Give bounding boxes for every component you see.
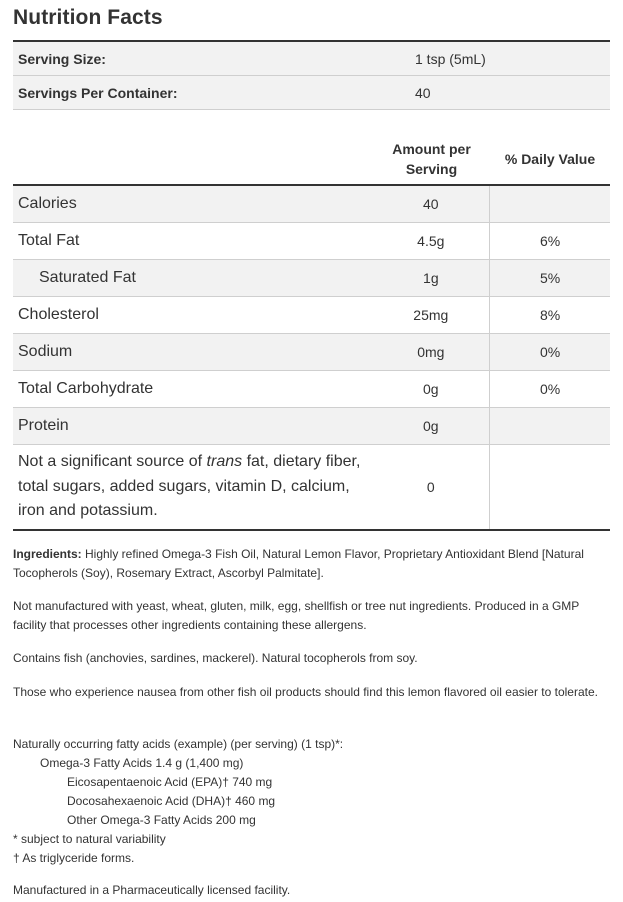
nutrient-dv	[489, 186, 610, 222]
serving-size-label: Serving Size:	[18, 50, 106, 67]
fatty-acid-omega3: Omega-3 Fatty Acids 1.4 g (1,400 mg)	[40, 756, 244, 770]
servings-per-container-value: 40	[415, 84, 431, 101]
servings-per-container-label: Servings Per Container:	[18, 84, 178, 101]
fatty-acid-other: Other Omega-3 Fatty Acids 200 mg	[67, 813, 256, 827]
nutrient-amount: 1g	[423, 270, 439, 286]
nutrient-amount: 25mg	[413, 307, 449, 323]
nutrient-dv: 0%	[489, 371, 610, 407]
nutrient-dv: 8%	[489, 297, 610, 333]
serving-table	[13, 40, 610, 110]
nutrient-dv	[489, 445, 610, 529]
table-row	[13, 371, 610, 408]
nutrient-dv: 5%	[489, 260, 610, 296]
manufactured-statement: Manufactured in a Pharmaceutically licensed facility.	[13, 883, 291, 897]
nausea-statement: Those who experience nausea from other fish oil products should find this lemon flavored oil easier to tolerate.	[13, 685, 598, 699]
fatty-acids-heading: Naturally occurring fatty acids (example) (per serving) (1 tsp)*:	[13, 737, 344, 751]
nutrient-dv	[489, 408, 610, 444]
nutrient-name: Sodium	[18, 343, 73, 360]
ingredients-label: Ingredients:	[13, 547, 82, 561]
page-title: Nutrition Facts	[13, 6, 163, 29]
not-significant-text: Not a significant source of trans fat, dietary fiber, total sugars, added sugars, vitamin D, calcium, iron and potassium.	[18, 453, 361, 520]
table-header	[13, 134, 610, 186]
nutrition-table	[13, 134, 610, 531]
nutrient-name: Saturated Fat	[39, 269, 136, 286]
nutrient-dv: 0%	[489, 334, 610, 370]
table-row	[13, 260, 610, 297]
nutrient-name: Calories	[18, 195, 77, 212]
nutrient-amount: 0	[426, 479, 435, 495]
table-row	[13, 334, 610, 371]
nutrient-name: Total Carbohydrate	[18, 380, 154, 397]
footnote-triglyceride: † As triglyceride forms.	[13, 851, 135, 865]
table-row	[13, 223, 610, 260]
servings-per-container-row	[13, 75, 610, 109]
nutrient-name: Protein	[18, 417, 69, 434]
nutrient-name: Total Fat	[18, 232, 80, 249]
nutrient-dv: 6%	[489, 223, 610, 259]
nutrient-amount: 0g	[423, 381, 439, 397]
footnote-variability: * subject to natural variability	[13, 832, 166, 846]
ingredients-text: Highly refined Omega-3 Fish Oil, Natural Lemon Flavor, Proprietary Antioxidant Blend [Natural Tocopherols (Soy), Rosemary Extract, Ascorbyl Palmitate].	[13, 547, 584, 580]
nutrient-amount: 0g	[423, 418, 439, 434]
column-header-daily-value: % Daily Value	[504, 151, 596, 167]
contains-statement: Contains fish (anchovies, sardines, mackerel). Natural tocopherols from soy.	[13, 651, 418, 665]
fatty-acids-section	[13, 735, 610, 868]
allergen-statement: Not manufactured with yeast, wheat, gluten, milk, egg, shellfish or tree nut ingredients. Produced in a GMP facility that processes other ingredients containing these allergens.	[13, 599, 580, 632]
table-row	[13, 297, 610, 334]
table-row	[13, 186, 610, 223]
nutrient-amount: 0mg	[417, 344, 445, 360]
table-row-not-significant	[13, 445, 610, 531]
fatty-acid-epa: Eicosapentaenoic Acid (EPA)† 740 mg	[67, 775, 273, 789]
table-row	[13, 408, 610, 445]
serving-size-row	[13, 42, 610, 75]
serving-size-value: 1 tsp (5mL)	[415, 50, 486, 67]
ingredients-section	[13, 545, 610, 583]
nutrient-amount: 4.5g	[417, 233, 445, 249]
nutrient-amount: 40	[423, 196, 439, 212]
column-header-amount: Amount per Serving	[392, 141, 471, 177]
fatty-acid-dha: Docosahexaenoic Acid (DHA)† 460 mg	[67, 794, 276, 808]
nutrient-name: Cholesterol	[18, 306, 99, 323]
